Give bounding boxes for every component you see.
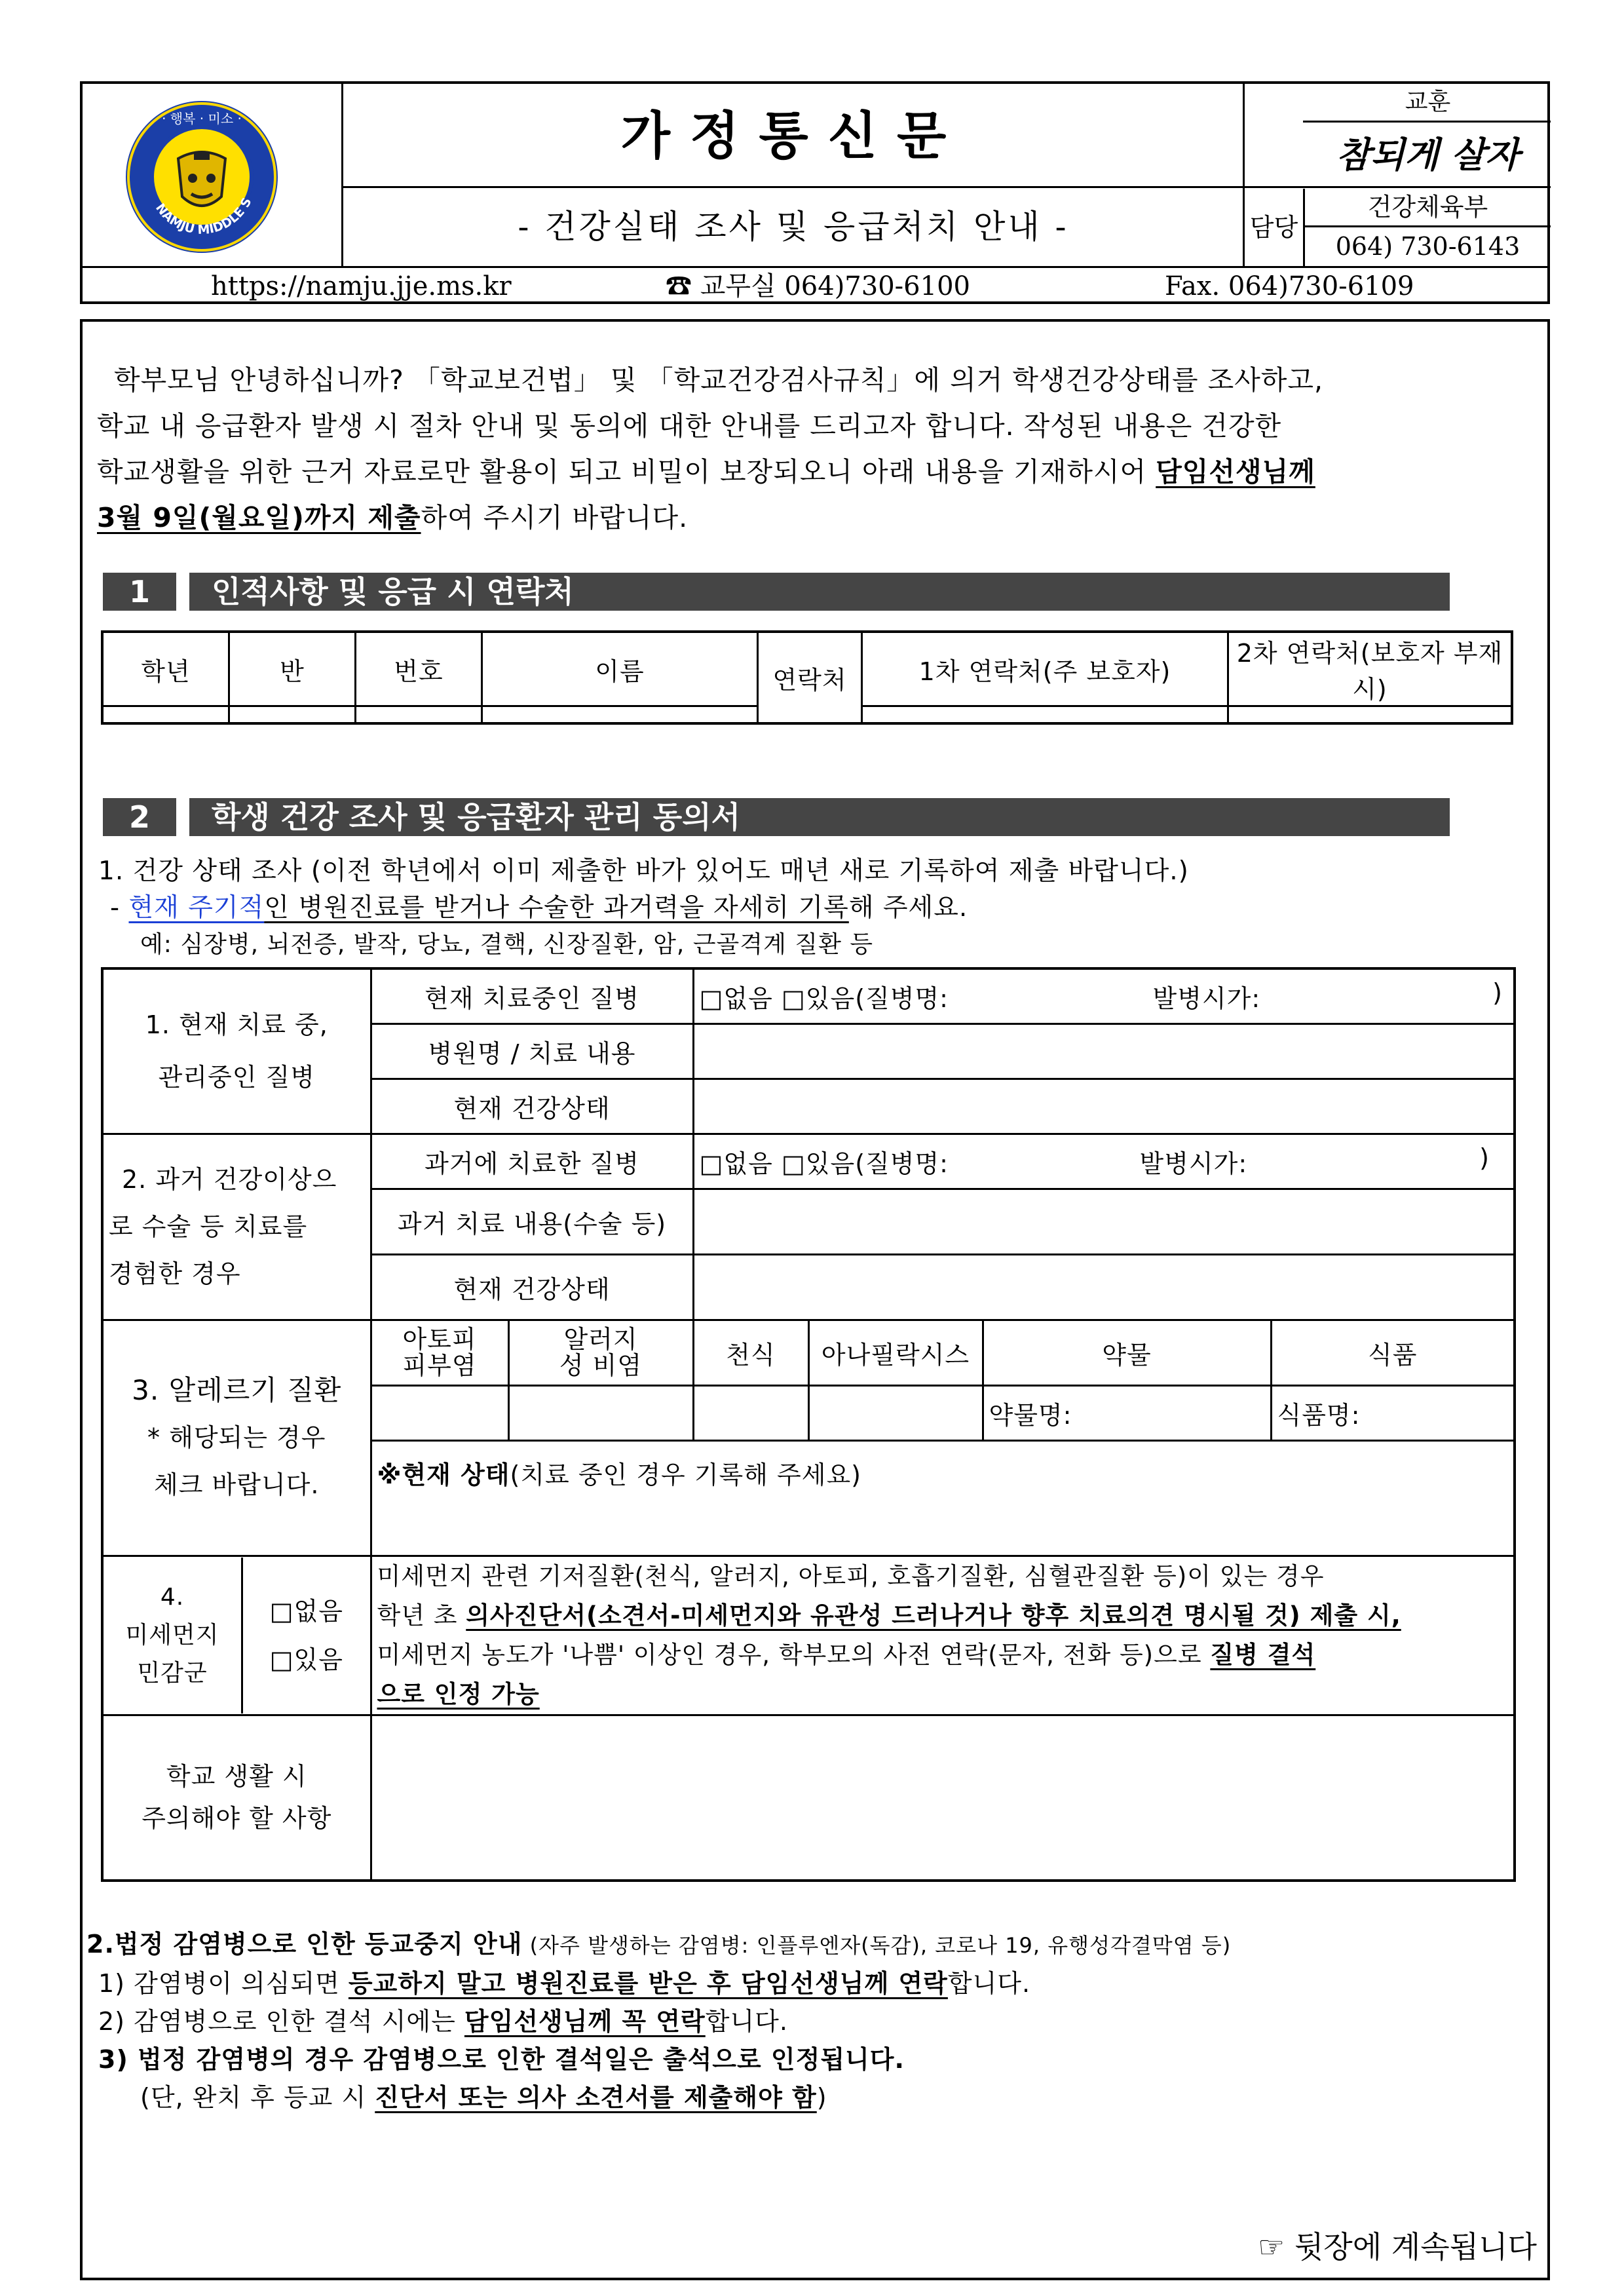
school-emblem-icon [123, 98, 280, 256]
primary-contact-header: 1차 연락처(주 보호자) [862, 632, 1228, 706]
anaphylaxis-check[interactable] [808, 1385, 983, 1440]
rhinitis-check[interactable] [508, 1385, 693, 1440]
current-disease-label: 1. 현재 치료 중, 관리중인 질병 [102, 968, 371, 1134]
health-survey-intro [98, 853, 1539, 963]
page-subtitle: - 건강실태 조사 및 응급처치 안내 - [518, 208, 1069, 246]
infection-notice-title: 2.법정 감염병으로 인한 등교중지 안내 (자주 발생하는 감염병: 인플루엔자(독감), 코로나 19, 유행성각결막염 등) [86, 1930, 1232, 1959]
page-title: 가정통신문 [620, 107, 966, 166]
fine-dust-no-checkbox[interactable]: □없음 [269, 1596, 343, 1626]
primary-contact-input[interactable] [862, 706, 1228, 724]
hospital-treatment-item: 병원명 / 치료 내용 [371, 1024, 693, 1079]
current-health-item: 현재 건강상태 [371, 1079, 693, 1134]
fax-number: Fax. 064)730-6109 [1165, 271, 1414, 301]
asthma-header: 천식 [693, 1320, 808, 1385]
fine-dust-label: 4. 미세먼지 민감군 □없음 □있음 [102, 1556, 371, 1715]
intro-line-2: 학교 내 응급환자 발생 시 절차 안내 및 동의에 대한 안내를 드리고자 합니다. 작성된 내용은 건강한 [97, 410, 1282, 442]
health-survey-example: 예: 심장병, 뇌전증, 발작, 당뇨, 결핵, 신장질환, 암, 근골격계 질환 등 [140, 931, 874, 958]
health-survey-instruction: - 현재 주기적인 병원진료를 받거나 수술한 과거력을 자세히 기록해 주세요. [110, 893, 968, 923]
past-treatment-input[interactable] [693, 1189, 1515, 1254]
rhinitis-header: 알러지성 비염 [508, 1320, 693, 1385]
school-website[interactable]: https://namju.jje.ms.kr [211, 271, 512, 301]
atopy-header: 아토피 피부염 [371, 1320, 508, 1385]
grade-input[interactable] [102, 706, 229, 724]
drug-header: 약물 [983, 1320, 1271, 1385]
contact-header: 연락처 [758, 632, 862, 723]
logo-school-name: NAMJU MIDDLE S [153, 195, 255, 237]
atopy-check[interactable] [371, 1385, 508, 1440]
school-logo [123, 98, 280, 256]
allergy-status-field[interactable]: ※현재 상태(치료 중인 경우 기록해 주세요) [371, 1440, 1515, 1556]
intro-line-3: 학교생활을 위한 근거 자료로만 활용이 되고 비밀이 보장되오니 아래 내용을 기재하시어 담임선생님께 [97, 456, 1315, 488]
past-disease-item: 과거에 치료한 질병 [371, 1134, 693, 1189]
name-input[interactable] [482, 706, 758, 724]
current-disease-item: 현재 치료중인 질병 [371, 968, 693, 1024]
past-disease-check[interactable]: □없음 □있음(질병명: 발병시가: ) [693, 1134, 1515, 1189]
anaphylaxis-header: 아나필락시스 [808, 1320, 983, 1385]
infection-notice [86, 1925, 1541, 2116]
manager-label: 담당 [1249, 213, 1298, 242]
secondary-contact-header: 2차 연락처(보호자 부재시) [1228, 632, 1513, 706]
svg-text:· 행복 · 미소 ·: · 행복 · 미소 · [162, 111, 242, 126]
food-name-field[interactable]: 식품명: [1271, 1385, 1515, 1440]
section1-title: 인적사항 및 응급 시 연락처 [189, 573, 1450, 611]
hospital-treatment-input[interactable] [693, 1024, 1515, 1079]
infection-item-3-note: (단, 완치 후 등교 시 진단서 또는 의사 소견서를 제출해야 함) [140, 2083, 827, 2112]
section2-title: 학생 건강 조사 및 응급환자 관리 동의서 [189, 798, 1450, 836]
infection-item-3: 3) 법정 감염병의 경우 감염병으로 인한 결석일은 출석으로 인정됩니다. [98, 2045, 905, 2074]
number-header: 번호 [356, 632, 482, 706]
name-header: 이름 [482, 632, 758, 706]
department-phone: 064) 730-6143 [1335, 232, 1520, 261]
school-life-caution-label: 학교 생활 시 주의해야 할 사항 [102, 1715, 371, 1881]
grade-header: 학년 [102, 632, 229, 706]
intro-line-1: 학부모님 안녕하십니까? 「학교보건법」 및 「학교건강검사규칙」에 의거 학생건강상태를 조사하고, [114, 364, 1324, 396]
number-input[interactable] [356, 706, 482, 724]
past-health-input[interactable] [693, 1254, 1515, 1320]
food-header: 식품 [1271, 1320, 1515, 1385]
section1-number: 1 [103, 573, 176, 611]
school-motto: 참되게 살자 [1336, 134, 1520, 176]
past-disease-label: 2. 과거 건강이상으 로 수술 등 치료를 경험한 경우 [102, 1134, 371, 1320]
past-health-item: 현재 건강상태 [371, 1254, 693, 1320]
allergy-label: 3. 알레르기 질환 * 해당되는 경우 체크 바랍니다. [102, 1320, 371, 1556]
school-life-caution-input[interactable] [371, 1715, 1515, 1881]
intro-line-4: 3월 9일(월요일)까지 제출하여 주시기 바랍니다. [97, 502, 689, 533]
infection-item-2: 2) 감염병으로 인한 결석 시에는 담임선생님께 꼭 연락합니다. [98, 2007, 788, 2036]
motto-label: 교훈 [1405, 88, 1451, 115]
office-phone: ☎ 교무실 064)730-6100 [666, 271, 970, 301]
asthma-check[interactable] [693, 1385, 808, 1440]
intro-paragraph [97, 357, 1538, 541]
contact-table [101, 630, 1513, 725]
fine-dust-description: 미세먼지 관련 기저질환(천식, 알러지, 아토피, 호흡기질환, 심혈관질환 등)이 있는 경우 학년 초 의사진단서(소견서-미세먼지와 유관성 드러나거나 향후 치료의견 명시될 것) 제출 시, 미세먼지 농도가 '나쁨' 이상인 경우, 학부모의 사전 연락(문자, 전화 등)으로 질병 결석 으로 인정 가능 [371, 1556, 1515, 1715]
fine-dust-yes-checkbox[interactable]: □있음 [269, 1645, 343, 1674]
section2-number: 2 [103, 798, 176, 836]
class-header: 반 [229, 632, 356, 706]
class-input[interactable] [229, 706, 356, 724]
health-survey-table [101, 967, 1516, 1882]
letter-header [80, 81, 1550, 304]
current-disease-check[interactable]: □없음 □있음(질병명: 발병시가: ) [693, 968, 1515, 1024]
secondary-contact-input[interactable] [1228, 706, 1513, 724]
department-name: 건강체육부 [1367, 193, 1488, 221]
past-treatment-item: 과거 치료 내용(수술 등) [371, 1189, 693, 1254]
health-survey-heading: 1. 건강 상태 조사 (이전 학년에서 이미 제출한 바가 있어도 매년 새로 기록하여 제출 바랍니다.) [98, 856, 1189, 886]
infection-item-1: 1) 감염병이 의심되면 등교하지 말고 병원진료를 받은 후 담임선생님께 연락합니다. [98, 1969, 1031, 1998]
drug-name-field[interactable]: 약물명: [983, 1385, 1271, 1440]
continue-notice: ☞ 뒷장에 계속됩니다 [1258, 2229, 1537, 2265]
current-health-input[interactable] [693, 1079, 1515, 1134]
